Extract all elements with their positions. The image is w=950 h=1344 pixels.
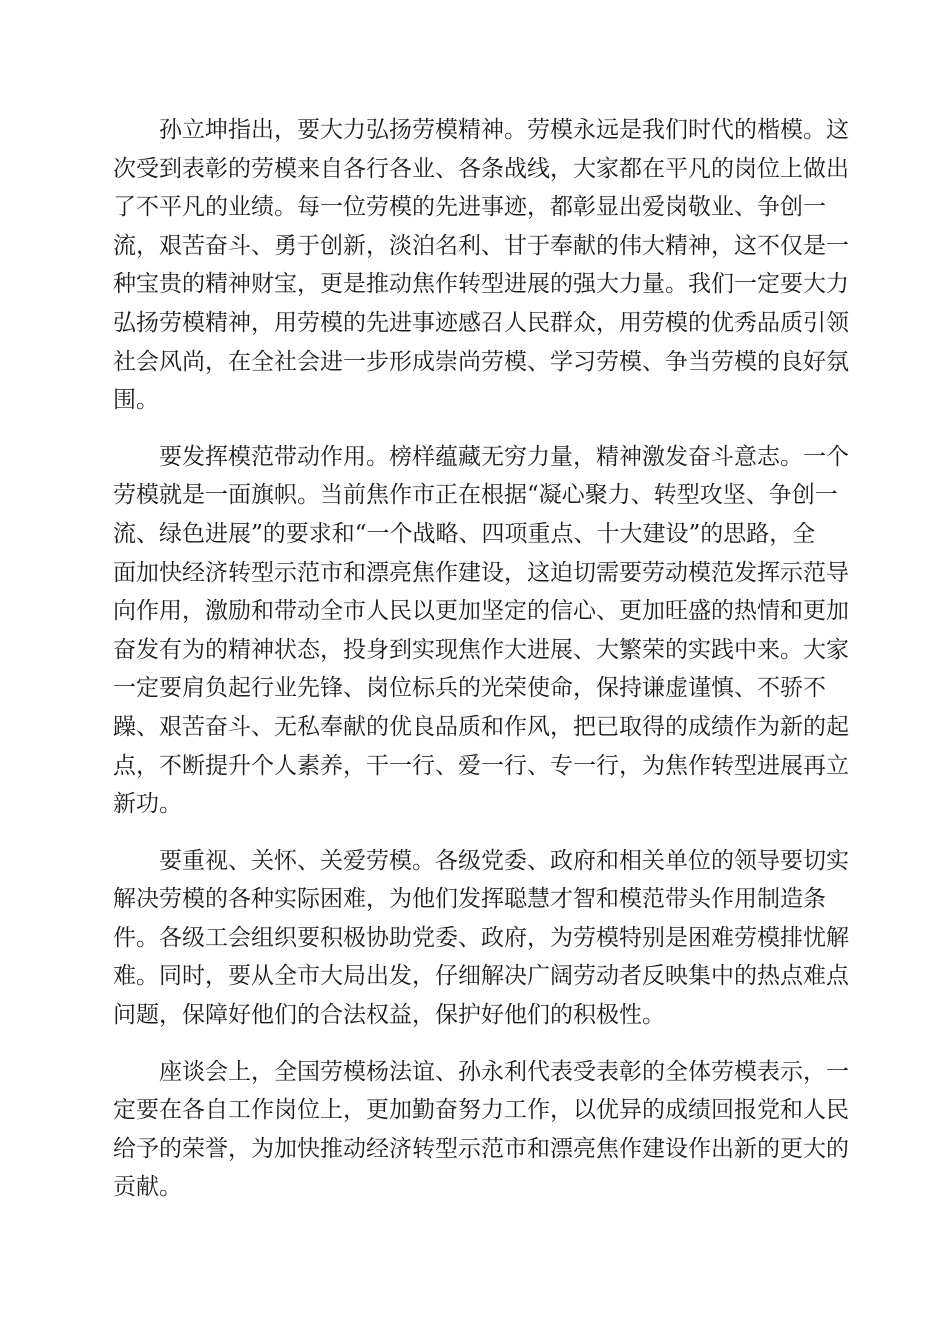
text-line: 座谈会上，全国劳模杨法谊、孙永利代表受表彰的全体劳模表示，一: [113, 1058, 849, 1085]
text-line: 件。各级工会组织要积极协助党委、政府，为劳模特别是困难劳模排忧解: [113, 924, 849, 951]
text-line: 难。同时，要从全市大局出发，仔细解决广阔劳动者反映集中的热点难点: [113, 963, 849, 990]
text-line: 新功。: [113, 791, 182, 818]
text-line: 奋发有为的精神状态，投身到实现焦作大进展、大繁荣的实践中来。大家: [113, 636, 849, 663]
text-line: 定要在各自工作岗位上，更加勤奋努力工作，以优异的成绩回报党和人民: [113, 1097, 849, 1124]
text-line: 了不平凡的业绩。每一位劳模的先进事迹，都彰显出爱岗敬业、争创一: [113, 194, 826, 221]
text-line: 孙立坤指出，要大力弘扬劳模精神。劳模永远是我们时代的楷模。这: [113, 117, 849, 143]
text-line: 一定要肩负起行业先锋、岗位标兵的光荣使命，保持谦虚谨慎、不骄不: [113, 675, 826, 702]
text-line: 解决劳模的各种实际困难，为他们发挥聪慧才智和模范带头作用制造条: [113, 886, 826, 913]
paragraph-2: [113, 438, 849, 824]
text-line: 劳模就是一面旗帜。当前焦作市正在根据“凝心聚力、转型攻坚、争创一: [113, 482, 838, 509]
text-line: 流、绿色进展”的要求和“一个战略、四项重点、十大建设”的思路，全: [113, 520, 816, 547]
text-line: 围。: [113, 387, 159, 414]
text-line: 要重视、关怀、关爱劳模。各级党委、政府和相关单位的领导要切实: [113, 847, 849, 874]
text-line: 要发挥模范带动作用。榜样蕴藏无穷力量，精神激发奋斗意志。一个: [113, 443, 849, 470]
text-line: 流，艰苦奋斗、勇于创新，淡泊名利、甘于奉献的伟大精神，这不仅是一: [113, 232, 849, 259]
text-line: 点，不断提升个人素养，干一行、爱一行、专一行，为焦作转型进展再立: [113, 752, 849, 779]
text-line: 给予的荣誉，为加快推动经济转型示范市和漂亮焦作建设作出新的更大的: [113, 1135, 849, 1162]
text-line: 种宝贵的精神财宝，更是推动焦作转型进展的强大力量。我们一定要大力: [113, 271, 849, 298]
text-line: 次受到表彰的劳模来自各行各业、各条战线，大家都在平凡的岗位上做出: [113, 155, 849, 182]
document-body: [113, 111, 849, 1225]
text-line: 躁、艰苦奋斗、无私奉献的优良品质和作风，把已取得的成绩作为新的起: [113, 713, 849, 740]
text-line: 面加快经济转型示范市和漂亮焦作建设，这迫切需要劳动模范发挥示范导: [113, 559, 849, 586]
text-line: 弘扬劳模精神，用劳模的先进事迹感召人民群众，用劳模的优秀品质引领: [113, 309, 849, 336]
text-line: 社会风尚，在全社会进一步形成崇尚劳模、学习劳模、争当劳模的良好氛: [113, 348, 849, 375]
text-line: 问题，保障好他们的合法权益，保护好他们的积极性。: [113, 1002, 665, 1029]
text-line: 向作用，激励和带动全市人民以更加坚定的信心、更加旺盛的热情和更加: [113, 598, 849, 625]
paragraph-3: [113, 842, 849, 1035]
paragraph-1: [113, 111, 849, 420]
text-line: 贡献。: [113, 1174, 182, 1201]
paragraph-4: [113, 1053, 849, 1207]
